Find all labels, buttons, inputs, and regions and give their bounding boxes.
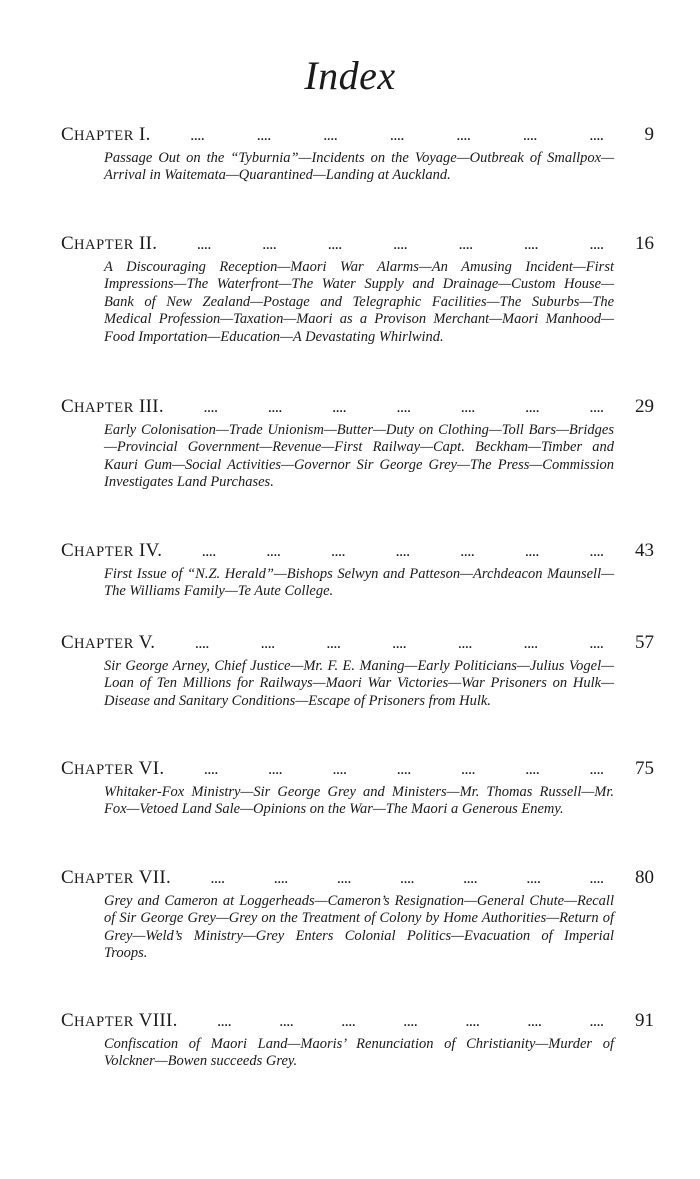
page-number: 9 [644,124,654,145]
chapter-entry-2 [61,233,654,346]
dot-leaders: .... .... .... .... .... .... .... [195,637,604,651]
dot-leaders: .... .... .... .... .... .... .... [217,1015,604,1029]
dot-leaders: .... .... .... .... .... .... .... [203,401,604,415]
chapter-entry-5 [61,632,654,710]
chapter-entry-7 [61,867,654,963]
chapter-label: CHAPTER I. [61,124,151,145]
page-number: 91 [635,1010,654,1031]
chapter-header [61,396,654,420]
page-title: Index [304,53,396,98]
chapter-header [61,1010,654,1034]
chapter-label: CHAPTER V. [61,632,156,653]
page-number: 29 [635,396,654,417]
page-number: 75 [635,758,654,779]
chapter-label: CHAPTER VII. [61,867,172,888]
page-number: 80 [635,867,654,888]
chapter-summary: Sir George Arney, Chief Justice—Mr. F. E. Maning—Early Politicians—Julius Vogel—Loan of Ten Millions for Railways—Maori War Victories—War Prisoners on Hulk—Disease and Sanitary Conditions—Escape of Prisoners from Hulk. [104,658,614,709]
chapter-header [61,632,654,656]
chapter-summary: Early Colonisation—Trade Unionism—Butter—Duty on Clothing—Toll Bars—Bridges—Provincial Government—Revenue—First Railway—Capt. Beckham—Timber and Kauri Gum—Social Activities—Governor Sir George Grey—The Press—Commission Investigates Land Purchases. [104,422,614,491]
chapter-label: CHAPTER II. [61,233,158,254]
chapter-header [61,233,654,257]
page-number: 16 [635,233,654,254]
chapter-header [61,540,654,564]
page-number: 43 [635,540,654,561]
chapter-label: CHAPTER VIII. [61,1010,178,1031]
dot-leaders: .... .... .... .... .... .... .... [202,545,604,559]
chapter-label: CHAPTER VI. [61,758,165,779]
dot-leaders: .... .... .... .... .... .... .... [204,763,604,777]
chapter-summary: Confiscation of Maori Land—Maoris’ Renunciation of Christianity—Murder of Volckner—Bowen succeeds Grey. [104,1036,614,1070]
chapter-header [61,867,654,891]
chapter-label: CHAPTER IV. [61,540,163,561]
chapter-summary: Passage Out on the “Tyburnia”—Incidents on the Voyage—Outbreak of Smallpox—Arrival in Waitemata—Quarantined—Landing at Auckland. [104,150,614,184]
chapter-entry-6 [61,758,654,819]
dot-leaders: .... .... .... .... .... .... .... [197,238,604,252]
page-number: 57 [635,632,654,653]
chapter-summary: A Discouraging Reception—Maori War Alarms—An Amusing Incident—First Impressions—The Waterfront—The Water Supply and Drainage—Custom House—Bank of New Zealand—Postage and Telegraphic Facilities—The Suburbs—The Medical Profession—Taxation—Maori as a Provison Merchant—Maori Manhood—Food Importation—Education—A Devastating Whirlwind. [104,259,614,345]
chapter-entry-1 [61,124,654,185]
chapter-summary: Whitaker-Fox Ministry—Sir George Grey and Ministers—Mr. Thomas Russell—Mr. Fox—Vetoed Land Sale—Opinions on the War—The Maori a Generous Enemy. [104,784,614,818]
chapter-header [61,124,654,148]
chapter-entry-4 [61,540,654,601]
chapter-summary: First Issue of “N.Z. Herald”—Bishops Selwyn and Patteson—Archdeacon Maunsell—The Williams Family—Te Aute College. [104,566,614,600]
dot-leaders: .... .... .... .... .... .... .... [190,129,604,143]
chapter-entry-8 [61,1010,654,1071]
chapter-label: CHAPTER III. [61,396,164,417]
chapter-summary: Grey and Cameron at Loggerheads—Cameron’s Resignation—General Chute—Recall of Sir George Grey—Grey on the Treatment of Colony by Home Authorities—Return of Grey—Weld’s Ministry—Grey Enters Colonial Politics—Evacuation of Imperial Troops. [104,893,614,962]
dot-leaders: .... .... .... .... .... .... .... [211,872,604,886]
chapter-entry-3 [61,396,654,492]
chapter-header [61,758,654,782]
